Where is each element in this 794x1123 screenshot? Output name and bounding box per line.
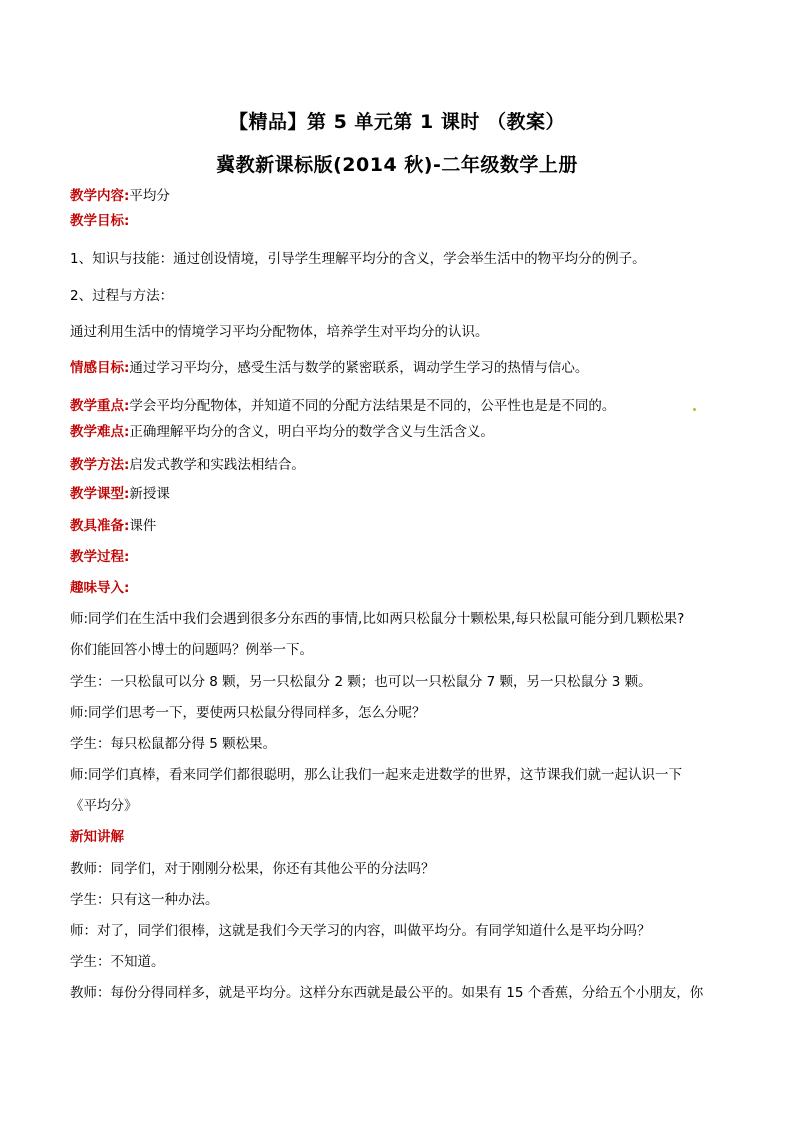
- content-line: [70, 953, 730, 971]
- content-line: [70, 673, 730, 691]
- section-text: 1、知识与技能：通过创设情境，引导学生理解平均分的含义，学会举生活中的物平均分的例子。: [70, 251, 646, 267]
- content-line: [70, 250, 730, 268]
- section-text: 启发式教学和实践法相结合。: [129, 457, 305, 473]
- section-label: 教学目标:: [70, 213, 130, 229]
- section-label: 教学重点:: [70, 398, 130, 414]
- content-line: [70, 423, 730, 441]
- content-line: [70, 610, 730, 628]
- content-line: [70, 766, 730, 784]
- section-text: 课件: [129, 518, 157, 534]
- section-text: 学生：不知道。: [70, 954, 165, 970]
- content-line: [70, 517, 730, 535]
- content-line: [70, 704, 730, 722]
- section-text: 学生：一只松鼠可以分 8 颗，另一只松鼠分 2 颗；也可以一只松鼠分 7 颗，另一只松鼠分 3 颗。: [70, 674, 652, 690]
- content-line: [70, 735, 730, 753]
- section-text: 平均分: [129, 188, 170, 204]
- content-line: [70, 187, 730, 205]
- content-line: [70, 641, 730, 659]
- section-text: 学会平均分配物体，并知道不同的分配方法结果是不同的，公平性也是是不同的。: [129, 398, 616, 414]
- section-text: 新授课: [129, 486, 170, 502]
- content-line: [70, 359, 730, 377]
- content-line: [70, 984, 730, 1002]
- section-label: 趣味导入:: [70, 580, 130, 596]
- section-label: 教学过程:: [70, 549, 130, 565]
- content-line: [70, 828, 730, 846]
- section-label: 情感目标:: [70, 360, 130, 376]
- section-text: 正确理解平均分的含义，明白平均分的数学含义与生活含义。: [129, 424, 494, 440]
- section-text: 2、过程与方法：: [70, 288, 174, 304]
- content-line: [70, 456, 730, 474]
- section-label: 教学难点:: [70, 424, 130, 440]
- section-label: 教学内容:: [70, 188, 130, 204]
- section-text: 教师：每份分得同样多，就是平均分。这样分东西就是最公平的。如果有 15 个香蕉，分给五个小朋友，你: [70, 985, 704, 1001]
- document-title-line-2: 冀教新课标版(2014 秋)-二年级数学上册: [216, 154, 578, 176]
- section-text: 师:同学们思考一下，要使两只松鼠分得同样多，怎么分呢？: [70, 705, 426, 721]
- section-label: 教具准备:: [70, 518, 130, 534]
- section-text: 《平均分》: [70, 798, 138, 814]
- content-line: [70, 860, 730, 878]
- section-text: 通过学习平均分，感受生活与数学的紧密联系，调动学生学习的热情与信心。: [129, 360, 589, 376]
- stray-mark: [693, 408, 696, 411]
- section-label: 新知讲解: [70, 829, 124, 845]
- content-line: [70, 397, 730, 415]
- section-text: 通过利用生活中的情境学习平均分配物体，培养学生对平均分的认识。: [70, 324, 489, 340]
- section-text: 师：对了，同学们很棒，这就是我们今天学习的内容，叫做平均分。有同学知道什么是平均分吗？: [70, 923, 651, 939]
- section-text: 教师：同学们，对于刚刚分松果，你还有其他公平的分法吗？: [70, 861, 435, 877]
- content-line: [70, 579, 730, 597]
- content-line: [70, 485, 730, 503]
- content-line: [70, 323, 730, 341]
- section-text: 你们能回答小博士的问题吗？例举一下。: [70, 642, 313, 658]
- section-label: 教学方法:: [70, 457, 130, 473]
- content-line: [70, 212, 730, 230]
- content-line: [70, 922, 730, 940]
- section-text: 学生：只有这一种办法。: [70, 892, 219, 908]
- content-line: [70, 287, 730, 305]
- section-text: 师:同学们在生活中我们会遇到很多分东西的事情,比如两只松鼠分十颗松果,每只松鼠可能分到几颗松果?: [70, 611, 685, 627]
- document-title-line-1: 【精品】第 5 单元第 1 课时 （教案）: [228, 111, 565, 133]
- section-text: 师:同学们真棒，看来同学们都很聪明，那么让我们一起来走进数学的世界，这节课我们就一起认识一下: [70, 767, 683, 783]
- content-line: [70, 797, 730, 815]
- content-line: [70, 548, 730, 566]
- section-text: 学生：每只松鼠都分得 5 颗松果。: [70, 736, 277, 752]
- section-label: 教学课型:: [70, 486, 130, 502]
- content-line: [70, 891, 730, 909]
